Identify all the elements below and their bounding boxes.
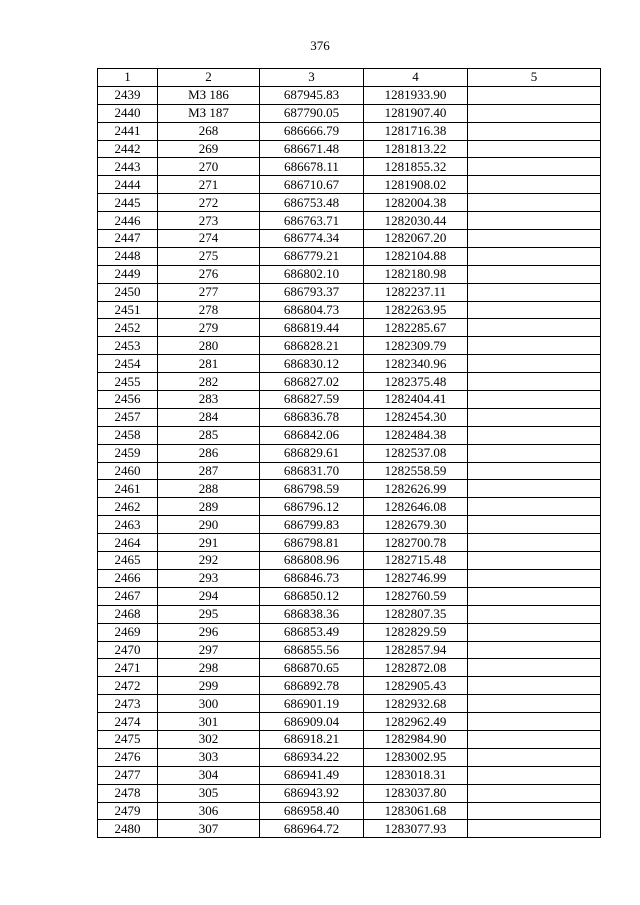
table-cell: 2440 (98, 104, 158, 122)
table-cell: 289 (158, 498, 260, 516)
table-cell: 1283061.68 (364, 802, 468, 820)
table-row (98, 283, 601, 301)
table-cell: 686763.71 (260, 212, 364, 230)
table-cell: 1282340.96 (364, 355, 468, 373)
table-cell: 1282984.90 (364, 730, 468, 748)
table-cell: 301 (158, 713, 260, 731)
table-cell: 686850.12 (260, 587, 364, 605)
table-cell: 279 (158, 319, 260, 337)
column-header: 1 (98, 69, 158, 87)
table-cell (468, 140, 601, 158)
table-cell: 2456 (98, 391, 158, 409)
table-cell: 1281908.02 (364, 176, 468, 194)
table-row (98, 605, 601, 623)
table-cell: 2474 (98, 713, 158, 731)
table-row (98, 373, 601, 391)
table-cell: 1283037.80 (364, 784, 468, 802)
table-cell (468, 373, 601, 391)
table-cell (468, 283, 601, 301)
table-cell (468, 641, 601, 659)
table-cell (468, 748, 601, 766)
table-row (98, 641, 601, 659)
table-cell: 2479 (98, 802, 158, 820)
table-cell: 1282285.67 (364, 319, 468, 337)
table-cell: 2455 (98, 373, 158, 391)
table-cell: 686964.72 (260, 820, 364, 838)
table-row (98, 212, 601, 230)
table-cell: 1282857.94 (364, 641, 468, 659)
table-cell: 1282537.08 (364, 444, 468, 462)
table-cell: 304 (158, 766, 260, 784)
table-cell: 293 (158, 569, 260, 587)
table-cell: 686804.73 (260, 301, 364, 319)
table-cell: 2476 (98, 748, 158, 766)
table-cell: 687945.83 (260, 86, 364, 104)
table-cell: 305 (158, 784, 260, 802)
table-cell (468, 247, 601, 265)
table-cell: 2453 (98, 337, 158, 355)
table-cell: 686853.49 (260, 623, 364, 641)
table-row (98, 391, 601, 409)
table-cell: 271 (158, 176, 260, 194)
table-cell: 1282030.44 (364, 212, 468, 230)
table-cell: 1282829.59 (364, 623, 468, 641)
table-cell: 2466 (98, 569, 158, 587)
table-cell: 282 (158, 373, 260, 391)
table-row (98, 426, 601, 444)
table-row (98, 408, 601, 426)
table-cell: 1282180.98 (364, 265, 468, 283)
table-row (98, 265, 601, 283)
table-cell: 686798.59 (260, 480, 364, 498)
table-cell: 281 (158, 355, 260, 373)
table-cell: 1281855.32 (364, 158, 468, 176)
table-cell: 2458 (98, 426, 158, 444)
table-cell: 686798.81 (260, 534, 364, 552)
table-cell: МЗ 186 (158, 86, 260, 104)
table-cell: 300 (158, 695, 260, 713)
table-cell: 686831.70 (260, 462, 364, 480)
table-cell: 285 (158, 426, 260, 444)
table-cell: 686671.48 (260, 140, 364, 158)
table-cell: 2447 (98, 230, 158, 248)
table-cell: 2477 (98, 766, 158, 784)
table-cell (468, 319, 601, 337)
table-cell: 1282004.38 (364, 194, 468, 212)
table-row (98, 713, 601, 731)
table-cell: 290 (158, 516, 260, 534)
table-cell: 1282746.99 (364, 569, 468, 587)
table-cell: 298 (158, 659, 260, 677)
table-cell: 303 (158, 748, 260, 766)
table-row (98, 444, 601, 462)
table-row (98, 516, 601, 534)
table-cell: 2449 (98, 265, 158, 283)
table-cell: 296 (158, 623, 260, 641)
table-cell: 269 (158, 140, 260, 158)
table-cell: 283 (158, 391, 260, 409)
table-cell: 1282760.59 (364, 587, 468, 605)
table-cell: 686828.21 (260, 337, 364, 355)
table-cell (468, 695, 601, 713)
table-cell: 686836.78 (260, 408, 364, 426)
table-cell: 1282905.43 (364, 677, 468, 695)
table-cell: 302 (158, 730, 260, 748)
table-cell: 686934.22 (260, 748, 364, 766)
table-cell: 1283018.31 (364, 766, 468, 784)
table-cell: 686774.34 (260, 230, 364, 248)
table-cell (468, 176, 601, 194)
table-cell: 284 (158, 408, 260, 426)
table-cell: 2452 (98, 319, 158, 337)
table-cell (468, 104, 601, 122)
table-cell: 2461 (98, 480, 158, 498)
table-cell: 1282626.99 (364, 480, 468, 498)
table-cell: 1282932.68 (364, 695, 468, 713)
table-cell: 2448 (98, 247, 158, 265)
table-cell: 1282872.08 (364, 659, 468, 677)
table-cell: 2470 (98, 641, 158, 659)
table-cell: 2471 (98, 659, 158, 677)
table-cell (468, 408, 601, 426)
table-cell: 1282263.95 (364, 301, 468, 319)
table-cell (468, 462, 601, 480)
table-cell (468, 265, 601, 283)
table-cell: 288 (158, 480, 260, 498)
table-cell: 2463 (98, 516, 158, 534)
table-row (98, 623, 601, 641)
table-cell: 287 (158, 462, 260, 480)
table-row (98, 247, 601, 265)
table-cell: 2439 (98, 86, 158, 104)
table-row (98, 784, 601, 802)
column-header: 3 (260, 69, 364, 87)
table-row (98, 140, 601, 158)
table-row (98, 104, 601, 122)
table-row (98, 587, 601, 605)
table-cell: 686819.44 (260, 319, 364, 337)
table-cell: 2464 (98, 534, 158, 552)
table-row (98, 659, 601, 677)
table-cell (468, 86, 601, 104)
table-cell: 1282962.49 (364, 713, 468, 731)
table-row (98, 86, 601, 104)
table-row (98, 498, 601, 516)
table-cell: 2475 (98, 730, 158, 748)
table-cell: 2445 (98, 194, 158, 212)
table-cell (468, 784, 601, 802)
page-number: 376 (310, 38, 330, 53)
table-cell: 1282404.41 (364, 391, 468, 409)
table-cell: 1282700.78 (364, 534, 468, 552)
table-cell: 2473 (98, 695, 158, 713)
table-cell: 292 (158, 552, 260, 570)
table-cell (468, 426, 601, 444)
table-row (98, 158, 601, 176)
table-cell: 2468 (98, 605, 158, 623)
table-cell: 272 (158, 194, 260, 212)
table-cell: 686799.83 (260, 516, 364, 534)
table-cell: 686796.12 (260, 498, 364, 516)
table-cell: 686838.36 (260, 605, 364, 623)
table-cell: 686909.04 (260, 713, 364, 731)
table-row (98, 462, 601, 480)
table-cell (468, 122, 601, 140)
table-row (98, 301, 601, 319)
column-header: 2 (158, 69, 260, 87)
table-cell: 2442 (98, 140, 158, 158)
table-cell: 1281933.90 (364, 86, 468, 104)
table-cell: 686855.56 (260, 641, 364, 659)
table-cell: 2454 (98, 355, 158, 373)
table-cell: 1283077.93 (364, 820, 468, 838)
table-cell: 273 (158, 212, 260, 230)
table-cell: МЗ 187 (158, 104, 260, 122)
table-cell: 2451 (98, 301, 158, 319)
table-cell: 686870.65 (260, 659, 364, 677)
table-cell (468, 158, 601, 176)
table-cell: 686941.49 (260, 766, 364, 784)
table-cell (468, 480, 601, 498)
table-cell (468, 444, 601, 462)
table-cell (468, 569, 601, 587)
table-header-row (98, 69, 601, 87)
table-cell: 686666.79 (260, 122, 364, 140)
table-cell: 2462 (98, 498, 158, 516)
table-row (98, 319, 601, 337)
table-row (98, 766, 601, 784)
table-cell (468, 212, 601, 230)
table-cell: 280 (158, 337, 260, 355)
table-cell: 686710.67 (260, 176, 364, 194)
table-cell: 294 (158, 587, 260, 605)
table-cell: 291 (158, 534, 260, 552)
coordinates-table (97, 68, 601, 838)
table-cell (468, 623, 601, 641)
table-row (98, 748, 601, 766)
table-row (98, 355, 601, 373)
table-cell: 299 (158, 677, 260, 695)
table-cell: 686779.21 (260, 247, 364, 265)
table-cell: 2480 (98, 820, 158, 838)
table-cell (468, 730, 601, 748)
table-cell: 2446 (98, 212, 158, 230)
table-cell: 2465 (98, 552, 158, 570)
table-cell: 686678.11 (260, 158, 364, 176)
table-cell: 686793.37 (260, 283, 364, 301)
table-cell (468, 301, 601, 319)
table-cell (468, 498, 601, 516)
table-cell: 686802.10 (260, 265, 364, 283)
table-cell: 686958.40 (260, 802, 364, 820)
table-cell: 686753.48 (260, 194, 364, 212)
table-row (98, 569, 601, 587)
table-cell: 297 (158, 641, 260, 659)
table-cell: 686918.21 (260, 730, 364, 748)
table-body (98, 86, 601, 837)
table-cell: 686827.59 (260, 391, 364, 409)
table-cell: 2443 (98, 158, 158, 176)
table-cell (468, 677, 601, 695)
table-cell: 1281813.22 (364, 140, 468, 158)
table-cell (468, 820, 601, 838)
table-cell: 687790.05 (260, 104, 364, 122)
table-cell: 274 (158, 230, 260, 248)
table-cell: 1282237.11 (364, 283, 468, 301)
table-row (98, 480, 601, 498)
table-row (98, 176, 601, 194)
table-cell: 686830.12 (260, 355, 364, 373)
table-cell (468, 230, 601, 248)
table-cell: 2467 (98, 587, 158, 605)
table-cell: 268 (158, 122, 260, 140)
table-cell: 1282309.79 (364, 337, 468, 355)
table-cell (468, 713, 601, 731)
table-row (98, 194, 601, 212)
table-row (98, 552, 601, 570)
table-cell: 1282715.48 (364, 552, 468, 570)
table-cell: 1282484.38 (364, 426, 468, 444)
table-cell: 686808.96 (260, 552, 364, 570)
table-cell: 278 (158, 301, 260, 319)
table-cell: 1282558.59 (364, 462, 468, 480)
table-cell: 686827.02 (260, 373, 364, 391)
table-cell: 2459 (98, 444, 158, 462)
table-row (98, 695, 601, 713)
table-cell: 276 (158, 265, 260, 283)
table-cell (468, 534, 601, 552)
table-row (98, 730, 601, 748)
table-cell: 2460 (98, 462, 158, 480)
table-row (98, 534, 601, 552)
table-cell (468, 194, 601, 212)
table-cell: 686901.19 (260, 695, 364, 713)
table-cell: 2472 (98, 677, 158, 695)
table-cell: 1282067.20 (364, 230, 468, 248)
table-cell: 2478 (98, 784, 158, 802)
table-cell: 2441 (98, 122, 158, 140)
table-cell: 1282807.35 (364, 605, 468, 623)
table-cell (468, 802, 601, 820)
table-cell: 686829.61 (260, 444, 364, 462)
table-cell (468, 391, 601, 409)
table-row (98, 677, 601, 695)
table-cell (468, 605, 601, 623)
table-cell: 1281716.38 (364, 122, 468, 140)
column-header: 5 (468, 69, 601, 87)
table-cell (468, 587, 601, 605)
table-cell: 275 (158, 247, 260, 265)
table-cell: 2469 (98, 623, 158, 641)
table-cell (468, 337, 601, 355)
table-cell: 1281907.40 (364, 104, 468, 122)
table-cell: 686892.78 (260, 677, 364, 695)
table-cell: 2450 (98, 283, 158, 301)
table-cell (468, 516, 601, 534)
table-cell (468, 659, 601, 677)
table-cell: 2457 (98, 408, 158, 426)
table-cell: 686846.73 (260, 569, 364, 587)
table-cell: 286 (158, 444, 260, 462)
table-row (98, 820, 601, 838)
table-cell: 686842.06 (260, 426, 364, 444)
table-cell: 295 (158, 605, 260, 623)
table-cell: 270 (158, 158, 260, 176)
table-cell: 1282104.88 (364, 247, 468, 265)
table-cell: 306 (158, 802, 260, 820)
table-cell: 1282646.08 (364, 498, 468, 516)
table-cell: 277 (158, 283, 260, 301)
table-cell: 307 (158, 820, 260, 838)
table-row (98, 122, 601, 140)
table-row (98, 230, 601, 248)
table-cell: 1282375.48 (364, 373, 468, 391)
table-cell: 1283002.95 (364, 748, 468, 766)
table-cell: 686943.92 (260, 784, 364, 802)
table-cell (468, 766, 601, 784)
table-row (98, 802, 601, 820)
table-cell: 1282454.30 (364, 408, 468, 426)
column-header: 4 (364, 69, 468, 87)
table-row (98, 337, 601, 355)
table-cell (468, 552, 601, 570)
table-cell: 2444 (98, 176, 158, 194)
table-cell (468, 355, 601, 373)
table-cell: 1282679.30 (364, 516, 468, 534)
